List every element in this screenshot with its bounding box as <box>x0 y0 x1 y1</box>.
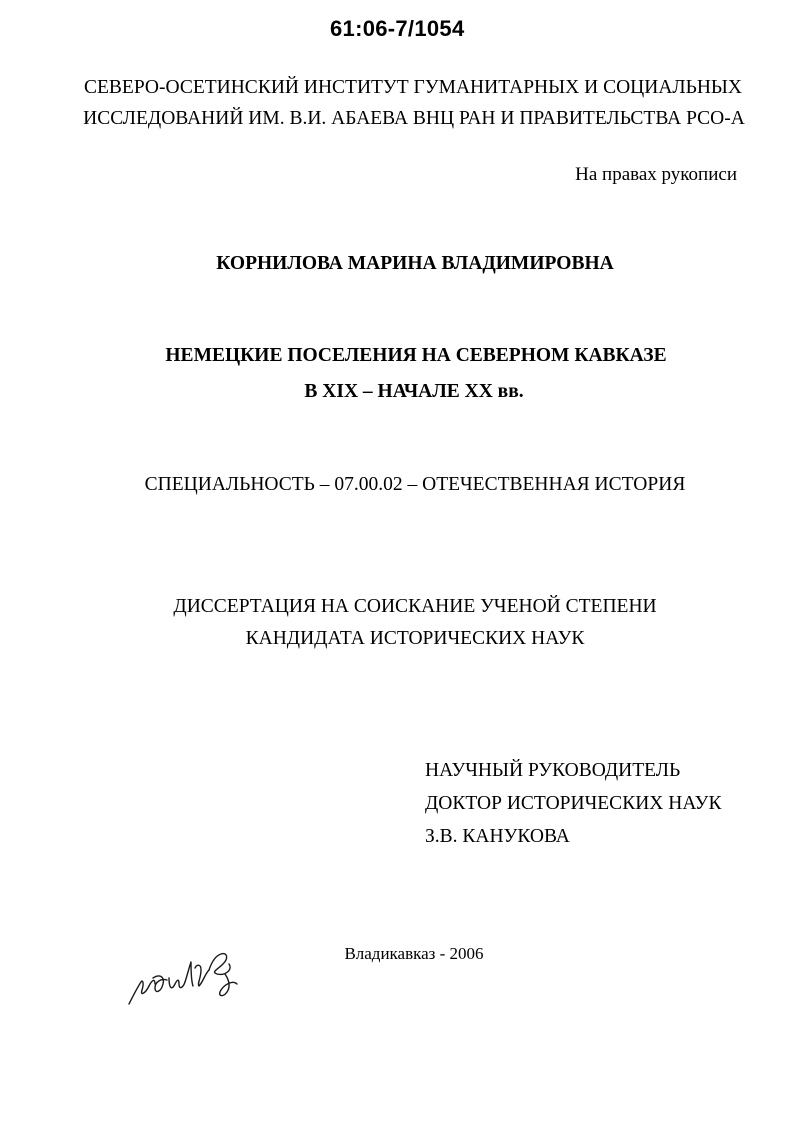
degree-line-1: ДИССЕРТАЦИЯ НА СОИСКАНИЕ УЧЕНОЙ СТЕПЕНИ <box>173 596 657 617</box>
author-name: КОРНИЛОВА МАРИНА ВЛАДИМИРОВНА <box>216 253 614 274</box>
rights-note: На правах рукописи <box>575 164 737 185</box>
institution-line-2: ИССЛЕДОВАНИЙ ИМ. В.И. АБАЕВА ВНЦ РАН И ПРАВИТЕЛЬСТВА РСО-А <box>83 108 745 129</box>
supervisor-degree: ДОКТОР ИСТОРИЧЕСКИХ НАУК <box>425 793 722 814</box>
catalog-code: 61:06-7/1054 <box>330 16 465 41</box>
dissertation-title-line-2: В XIX – НАЧАЛЕ XX вв. <box>304 381 524 402</box>
institution-line-1: СЕВЕРО-ОСЕТИНСКИЙ ИНСТИТУТ ГУМАНИТАРНЫХ И СОЦИАЛЬНЫХ <box>84 77 742 98</box>
specialty: СПЕЦИАЛЬНОСТЬ – 07.00.02 – ОТЕЧЕСТВЕННАЯ ИСТОРИЯ <box>144 474 686 495</box>
place-and-year: Владикавказ - 2006 <box>344 944 484 963</box>
degree-line-2: КАНДИДАТА ИСТОРИЧЕСКИХ НАУК <box>245 628 585 649</box>
dissertation-title-line-1: НЕМЕЦКИЕ ПОСЕЛЕНИЯ НА СЕВЕРНОМ КАВКАЗЕ <box>165 345 667 366</box>
supervisor-name: З.В. КАНУКОВА <box>425 826 570 847</box>
supervisor-role: НАУЧНЫЙ РУКОВОДИТЕЛЬ <box>425 760 681 781</box>
handwritten-signature <box>125 948 250 1018</box>
